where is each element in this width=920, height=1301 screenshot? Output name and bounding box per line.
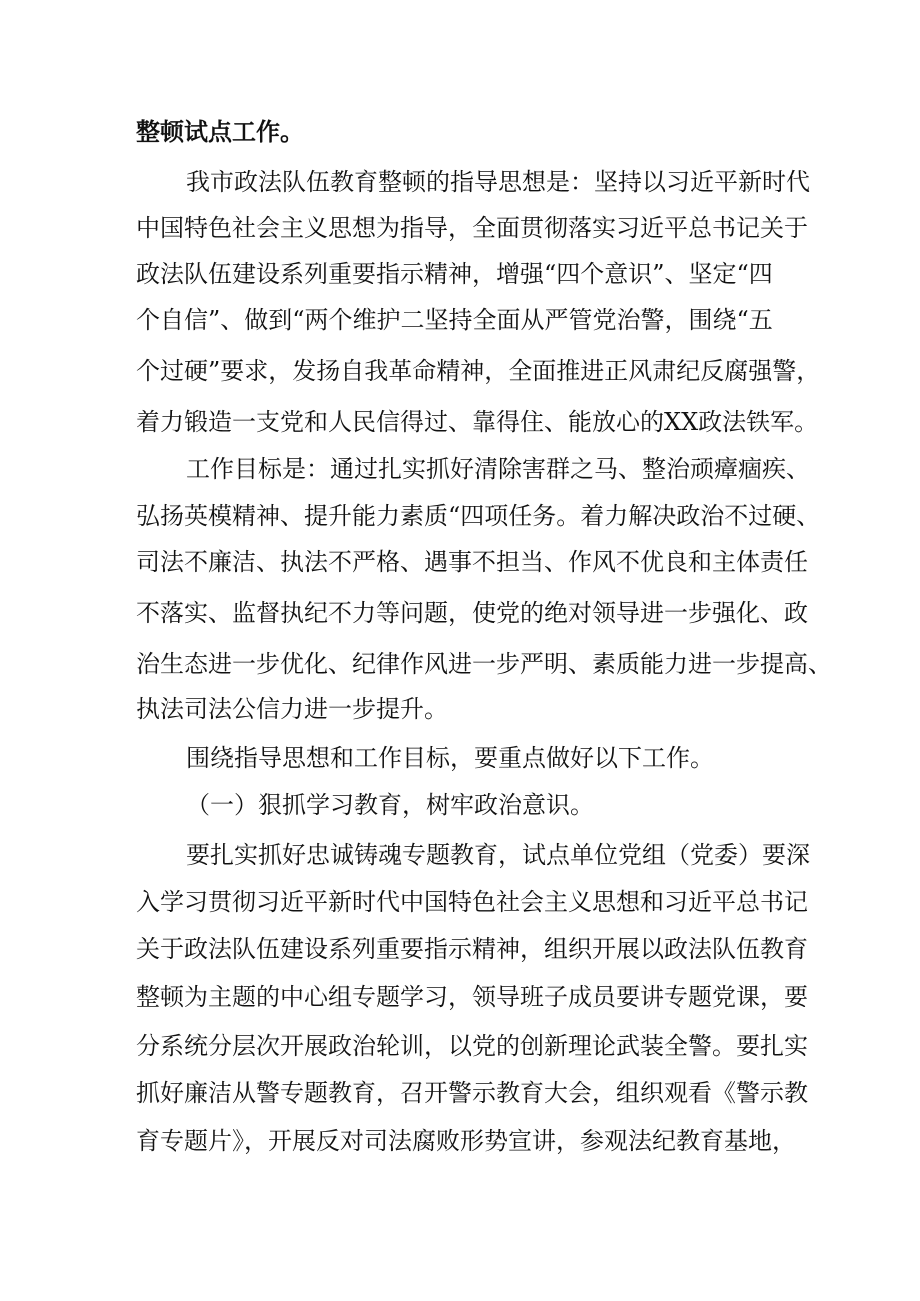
paragraph-line: 个自信”、做到“两个维护二坚持全面从严管党治警，围绕“五 — [136, 306, 773, 334]
paragraph-line: 育专题片》，开展反对司法腐败形势宣讲，参观法纪教育基地， — [136, 1127, 796, 1155]
paragraph-line: 关于政法队伍建设系列重要指示精神，组织开展以政法队伍教育 — [136, 935, 808, 963]
paragraph-line: 不落实、监督执纪不力等问题，使党的绝对领导进一步强化、政 — [136, 599, 808, 627]
paragraph-line: 司法不廉洁、执法不严格、遇事不担当、作风不优良和主体责任 — [136, 548, 808, 576]
paragraph-line: 抓好廉洁从警专题教育，召开警示教育大会，组织观看《警示教 — [136, 1079, 808, 1107]
paragraph-line: 工作目标是：通过扎实抓好清除害群之马、整治顽瘴痼疾、 — [186, 455, 810, 483]
paragraph-line: 围绕指导思想和工作目标，要重点做好以下工作。 — [186, 744, 714, 772]
paragraph-line: 要扎实抓好忠诚铸魂专题教育，试点单位党组（党委）要深 — [186, 841, 810, 869]
paragraph-line: 弘扬英模精神、提升能力素质“四项任务。着力解决政治不过硬、 — [136, 502, 821, 530]
paragraph-line: 执法司法公信力进一步提升。 — [136, 695, 448, 723]
paragraph-line: 入学习贯彻习近平新时代中国特色社会主义思想和习近平总书记 — [136, 888, 808, 916]
paragraph-line: 中国特色社会主义思想为指导，全面贯彻落实习近平总书记关于 — [136, 214, 808, 242]
paragraph-line: 治生态进一步优化、纪律作风进一步严明、素质能力进一步提高、 — [136, 650, 832, 678]
heading-line: 整顿试点工作。 — [136, 118, 304, 146]
paragraph-line: 分系统分层次开展政治轮训，以党的创新理论武装全警。要扎实 — [136, 1032, 808, 1060]
section-heading: （一）狠抓学习教育，树牢政治意识。 — [186, 791, 594, 819]
paragraph-line: 我市政法队伍教育整顿的指导思想是：坚持以习近平新时代 — [186, 168, 810, 196]
paragraph-line: 政法队伍建设系列重要指示精神，增强“四个意识”、坚定“四 — [136, 260, 773, 288]
paragraph-line: 整顿为主题的中心组专题学习，领导班子成员要讲专题党课，要 — [136, 983, 808, 1011]
paragraph-line: 个过硬”要求，发扬自我革命精神，全面推进正风肃纪反腐强警， — [136, 357, 821, 385]
paragraph-line: 着力锻造一支党和人民信得过、靠得住、能放心的XX政法铁军。 — [136, 408, 819, 436]
